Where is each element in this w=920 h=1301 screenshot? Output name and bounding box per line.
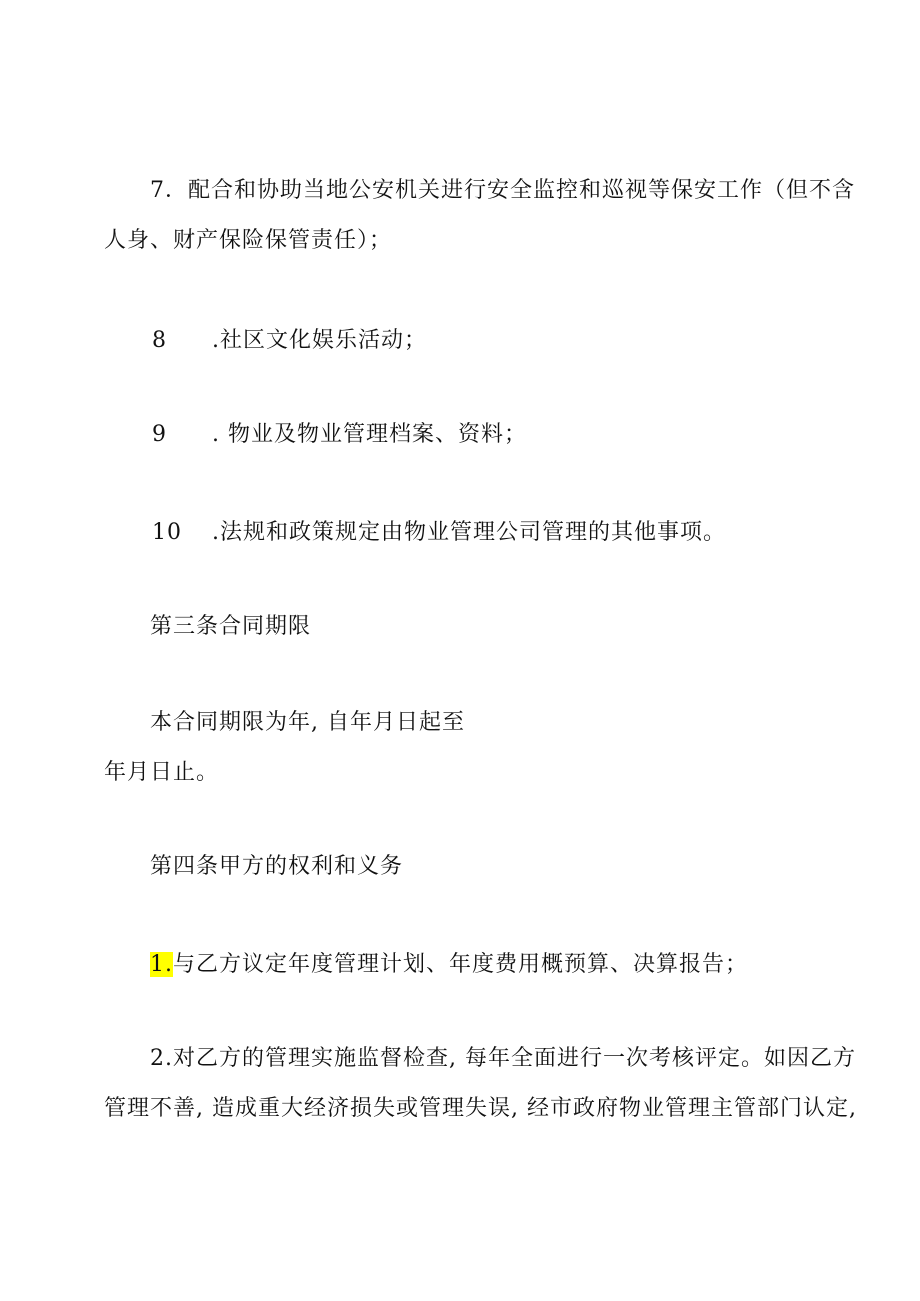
- item-10-number: 10: [152, 520, 182, 545]
- article-4-item-1-number: 1.: [150, 952, 173, 977]
- item-9: [152, 420, 527, 450]
- item-9-number: 9: [152, 422, 167, 447]
- article-4-item-1-text: 与乙方议定年度管理计划、年度费用概预算、决算报告；: [173, 952, 749, 977]
- item-7-line-1: 7．配合和协助当地公安机关进行安全监控和巡视等保安工作（但不含: [150, 178, 855, 203]
- item-9-text: . 物业及物业管理档案、资料；: [212, 422, 527, 447]
- item-10-text: .法规和政策规定由物业管理公司管理的其他事项。: [212, 520, 726, 545]
- article-4-item-2-line-2: 管理不善, 造成重大经济损失或管理失误, 经市政府物业管理主管部门认定,: [104, 1096, 857, 1121]
- article-3-line-1: 本合同期限为年, 自年月日起至: [150, 710, 465, 735]
- article-4-title: 第四条甲方的权利和义务: [150, 854, 404, 879]
- article-4-item-2-line-1: 2.对乙方的管理实施监督检查, 每年全面进行一次考核评定。如因乙方: [150, 1046, 856, 1071]
- item-7-line-2: 人身、财产保险保管责任）；: [104, 228, 393, 253]
- article-3-title: 第三条合同期限: [150, 614, 312, 639]
- article-3-line-2: 年月日止。: [104, 760, 220, 785]
- article-4-item-1: [150, 950, 748, 980]
- item-8: [152, 326, 427, 356]
- item-10: [152, 518, 726, 548]
- item-8-number: 8: [152, 328, 167, 353]
- item-8-text: .社区文化娱乐活动；: [212, 328, 427, 353]
